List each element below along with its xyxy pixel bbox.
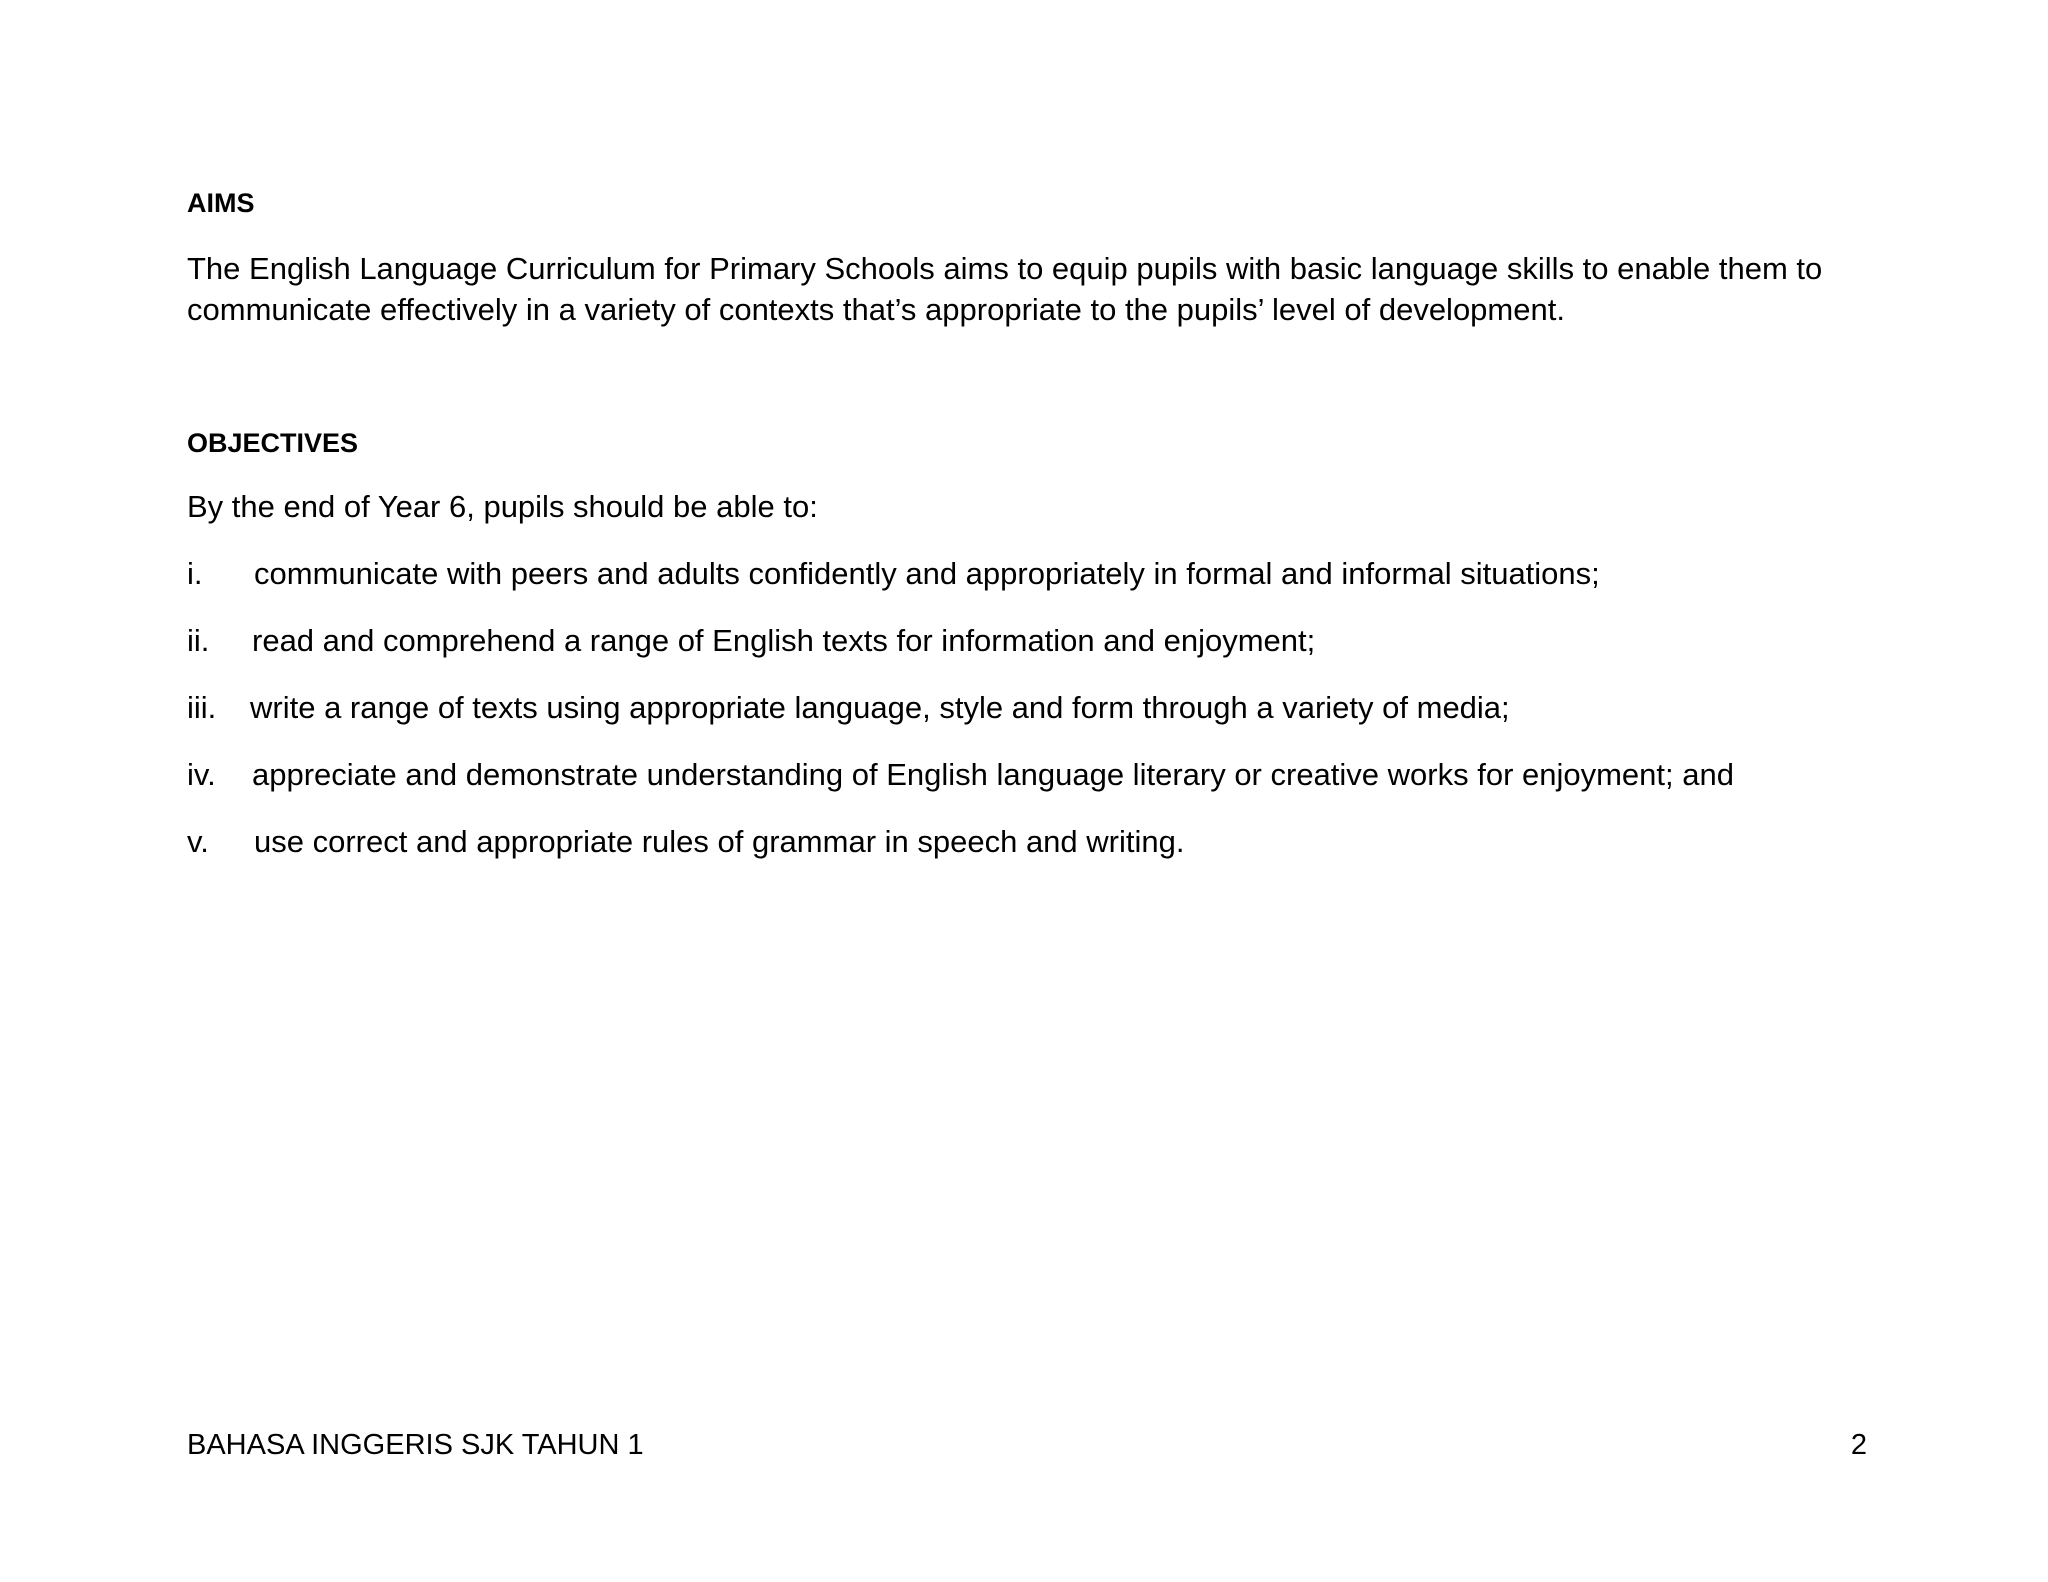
objective-number: ii. <box>187 623 210 658</box>
objective-text: communicate with peers and adults confidently and appropriately in formal and informal situations; <box>254 556 1600 591</box>
aims-paragraph: The English Language Curriculum for Primary Schools aims to equip pupils with basic language skills to enable them to communicate effectively in a variety of contexts that’s appropriate to the pupils’ level of development. <box>187 251 1823 327</box>
objective-item-3 <box>187 688 1887 728</box>
objective-text: use correct and appropriate rules of grammar in speech and writing. <box>254 824 1185 859</box>
objective-number: iv. <box>187 757 216 792</box>
objective-text: appreciate and demonstrate understanding of English language literary or creative works for enjoyment; and <box>252 757 1734 792</box>
objective-text: write a range of texts using appropriate language, style and form through a variety of media; <box>250 690 1510 725</box>
objectives-heading: OBJECTIVES <box>187 428 359 458</box>
objective-item-5 <box>187 822 1887 862</box>
objective-number: v. <box>187 824 209 859</box>
objectives-intro: By the end of Year 6, pupils should be able to: <box>187 489 818 524</box>
objective-item-1 <box>187 554 1887 594</box>
objective-number: iii. <box>187 690 217 725</box>
objective-item-4 <box>187 755 1887 795</box>
page-number: 2 <box>1850 1429 1867 1461</box>
objective-item-2 <box>187 621 1887 661</box>
aims-heading: AIMS <box>187 188 255 218</box>
footer-title: BAHASA INGGERIS SJK TAHUN 1 <box>187 1429 644 1461</box>
objective-text: read and comprehend a range of English texts for information and enjoyment; <box>252 623 1316 658</box>
objective-number: i. <box>187 556 203 591</box>
